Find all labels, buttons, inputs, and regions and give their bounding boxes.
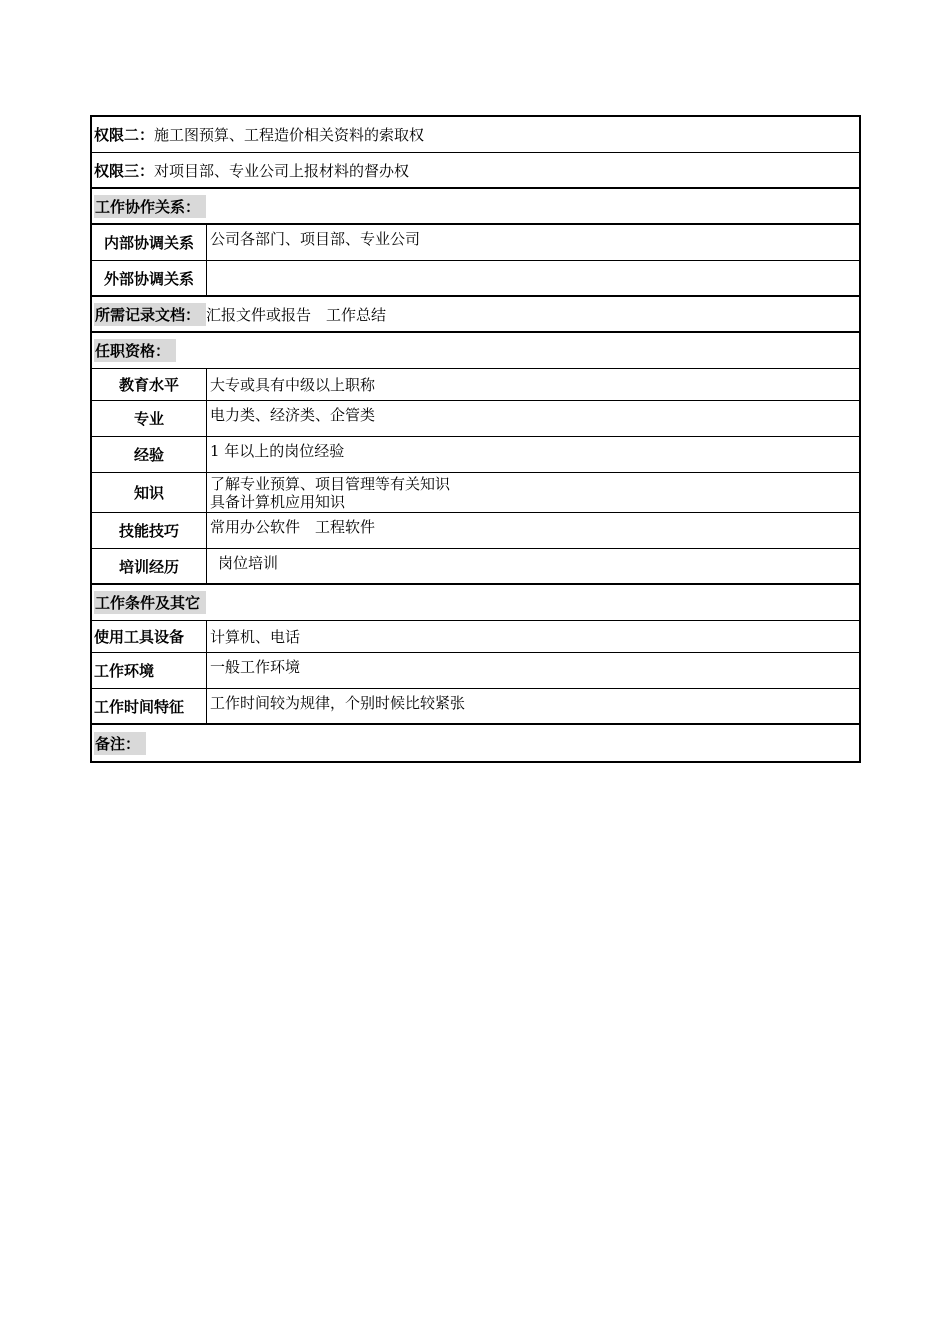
authority-three-text: 对项目部、专业公司上报材料的督办权 bbox=[154, 161, 410, 180]
internal-coordination-row bbox=[92, 225, 859, 261]
skills-value bbox=[207, 513, 859, 548]
authority-two-row bbox=[92, 117, 859, 153]
cooperation-header: 工作协作关系： bbox=[94, 195, 206, 218]
work-time-row bbox=[92, 689, 859, 725]
qualifications-header-row bbox=[92, 333, 859, 369]
knowledge-line-2: 具备计算机应用知识 bbox=[210, 492, 346, 511]
major-label: 专业 bbox=[92, 401, 207, 436]
education-label: 教育水平 bbox=[92, 369, 207, 400]
environment-row bbox=[92, 653, 859, 689]
tools-value: 计算机、电话 bbox=[210, 627, 301, 646]
tools-label: 使用工具设备 bbox=[92, 621, 207, 652]
remarks-label: 备注： bbox=[94, 732, 146, 755]
work-time-value: 工作时间较为规律，个别时候比较紧张 bbox=[210, 694, 466, 712]
education-line: 大专或具有中级以上职称 bbox=[210, 375, 376, 394]
training-label: 培训经历 bbox=[92, 549, 207, 583]
conditions-header: 工作条件及其它 bbox=[94, 591, 206, 614]
remarks-row bbox=[92, 725, 859, 761]
knowledge-value bbox=[207, 473, 859, 512]
environment-label: 工作环境 bbox=[92, 653, 207, 688]
knowledge-row bbox=[92, 473, 859, 513]
authority-two-label: 权限二： bbox=[94, 126, 155, 144]
qualifications-header: 任职资格： bbox=[94, 339, 176, 362]
authority-three-row bbox=[92, 153, 859, 189]
job-description-table bbox=[90, 115, 861, 763]
major-value bbox=[207, 401, 859, 436]
records-row bbox=[92, 297, 859, 333]
external-coordination-row bbox=[92, 261, 859, 297]
training-row bbox=[92, 549, 859, 585]
experience-line: 1 年以上的岗位经验 bbox=[210, 442, 345, 460]
experience-value bbox=[207, 437, 859, 472]
knowledge-label: 知识 bbox=[92, 473, 207, 512]
experience-row bbox=[92, 437, 859, 473]
external-coordination-value bbox=[207, 261, 859, 295]
major-row bbox=[92, 401, 859, 437]
external-coordination-label: 外部协调关系 bbox=[92, 261, 207, 295]
authority-two-text: 施工图预算、工程造价相关资料的索取权 bbox=[154, 126, 425, 144]
authority-three-label: 权限三： bbox=[94, 161, 155, 180]
internal-coordination-value: 公司各部门、项目部、专业公司 bbox=[210, 230, 421, 248]
training-line: 岗位培训 bbox=[218, 554, 279, 572]
experience-label: 经验 bbox=[92, 437, 207, 472]
training-value bbox=[207, 549, 859, 583]
conditions-header-row bbox=[92, 585, 859, 621]
major-line: 电力类、经济类、企管类 bbox=[210, 406, 376, 424]
cooperation-header-row bbox=[92, 189, 859, 225]
environment-value: 一般工作环境 bbox=[210, 658, 301, 676]
knowledge-line-1: 了解专业预算、项目管理等有关知识 bbox=[210, 474, 451, 493]
tools-row bbox=[92, 621, 859, 653]
internal-coordination-label: 内部协调关系 bbox=[92, 225, 207, 260]
skills-label: 技能技巧 bbox=[92, 513, 207, 548]
skills-row bbox=[92, 513, 859, 549]
education-value bbox=[207, 369, 859, 400]
work-time-label: 工作时间特征 bbox=[92, 689, 207, 723]
education-row bbox=[92, 369, 859, 401]
records-value: 汇报文件或报告 工作总结 bbox=[206, 305, 387, 324]
records-label: 所需记录文档： bbox=[94, 303, 206, 326]
skills-line: 常用办公软件 工程软件 bbox=[210, 518, 376, 536]
